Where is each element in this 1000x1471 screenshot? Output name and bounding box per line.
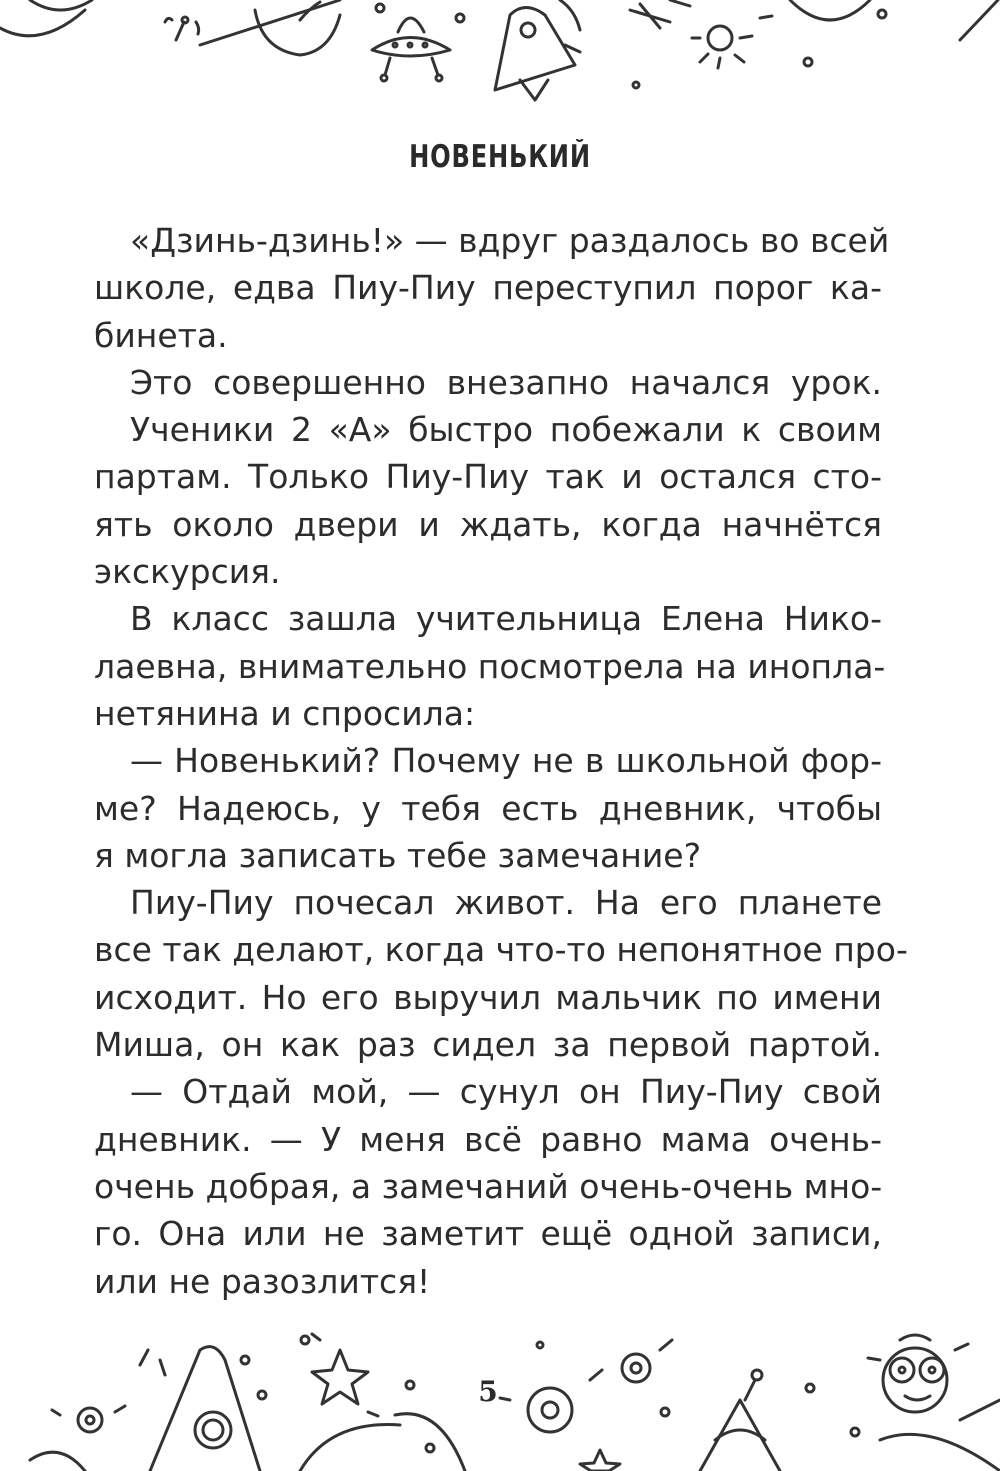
target-icon xyxy=(30,1406,125,1471)
text-line: исходит. Но его выручил мальчик по имени xyxy=(94,977,882,1017)
target-icon xyxy=(500,1342,602,1432)
chapter-title: НОВЕНЬКИЙ xyxy=(409,138,591,175)
text-line: го. Она или не заметит ещё одной записи, xyxy=(94,1214,882,1254)
text-line: нетянина и спросила: xyxy=(94,693,476,733)
sun-icon xyxy=(692,16,772,68)
text-line: партам. Только Пиу-Пиу так и остался сто- xyxy=(94,457,882,497)
text-line: я могла записать тебе замечание? xyxy=(94,835,702,875)
satellite-dish-icon xyxy=(700,1370,859,1471)
text-line: бинета. xyxy=(94,315,228,355)
text-line: Миша, он как раз сидел за первой партой. xyxy=(94,1025,882,1065)
satellite-icon xyxy=(630,0,690,88)
text-line: Пиу-Пиу почесал живот. На его планете xyxy=(130,883,882,923)
text-line: — Новенький? Почему не в школьной фор- xyxy=(130,741,882,781)
text-line: ять около двери и ждать, когда начнётся xyxy=(94,504,882,544)
text-line: В класс зашла учительница Елена Нико- xyxy=(130,599,882,639)
text-line: «Дзинь-дзинь!» — вдруг раздалось во всей xyxy=(130,221,890,260)
planet-icon xyxy=(200,0,340,55)
text-line: все так делают, когда что-то непонятное про- xyxy=(94,930,908,970)
rocket-icon xyxy=(495,0,580,100)
page-number: 5 xyxy=(478,1375,498,1408)
body-text xyxy=(94,217,908,1305)
rocket-icon xyxy=(140,1336,309,1471)
text-line: ме? Надеюсь, у тебя есть дневник, чтобы xyxy=(94,788,882,828)
star-icon xyxy=(580,1340,672,1471)
planet-icon xyxy=(790,0,998,66)
satellite-dish-icon xyxy=(165,17,199,40)
robot-face-icon xyxy=(868,1335,1000,1471)
ufo-icon xyxy=(372,4,464,81)
text-line: Это совершенно внезапно начался урок. xyxy=(130,362,882,402)
planet-icon xyxy=(0,0,92,36)
text-line: Ученики 2 «А» быстро побежали к своим xyxy=(130,410,882,450)
top-doodle-border xyxy=(0,0,1000,110)
text-line: — Отдай мой, — сунул он Пиу-Пиу свой xyxy=(130,1072,882,1112)
text-line: очень добрая, а замечаний очень-очень мно- xyxy=(94,1166,883,1206)
star-icon xyxy=(312,1334,378,1416)
text-line: или не разозлится! xyxy=(94,1261,431,1301)
text-line: дневник. — У меня всё равно мама очень- xyxy=(94,1119,882,1159)
text-line: экскурсия. xyxy=(94,552,281,592)
text-line: школе, едва Пиу-Пиу переступил порог ка- xyxy=(94,268,882,308)
text-line: лаевна, внимательно посмотрела на инопла- xyxy=(94,646,886,686)
